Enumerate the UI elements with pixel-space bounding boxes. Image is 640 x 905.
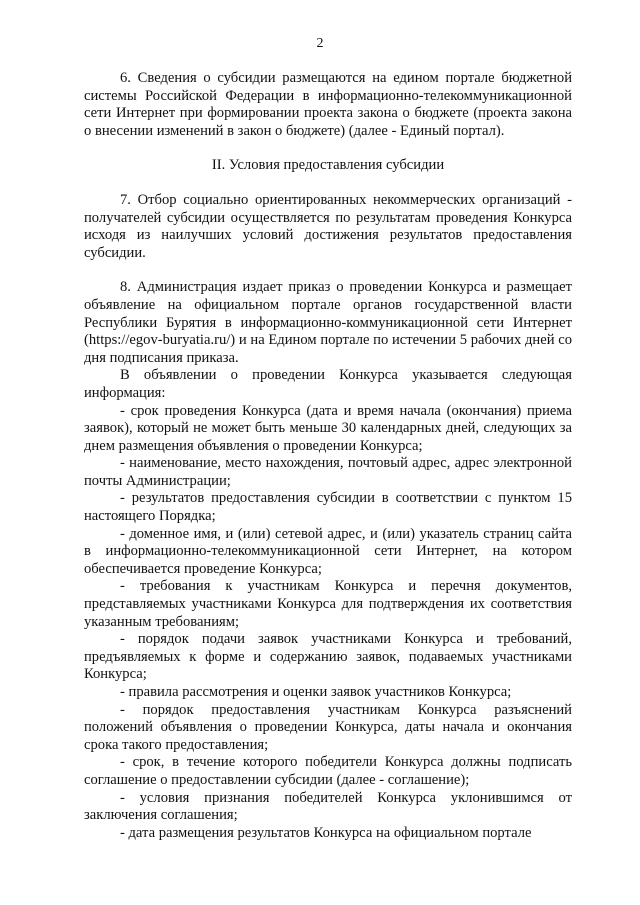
page-number: 2 <box>316 36 324 51</box>
list-item: - условия признания победителей Конкурса уклонившимся от заключения соглашения; <box>84 789 572 824</box>
paragraph-6: 6. Сведения о субсидии размещаются на едином портале бюджетной системы Российской Федерации в информационно-телекоммуникационной сети Интернет при формировании проекта закона о бюджете (проекта закона о внесении изменений в закон о бюджете) (далее - Единый портал). <box>84 70 572 139</box>
list-item: - срок, в течение которого победители Конкурса должны подписать соглашение о предоставлении субсидии (далее - соглашение); <box>84 754 572 788</box>
list-item: - порядок подачи заявок участниками Конкурса и требований, предъявляемых к форме и содержанию заявок, подаваемых участниками Конкурса; <box>84 631 572 683</box>
list-item: - наименование, место нахождения, почтовый адрес, адрес электронной почты Администрации; <box>84 455 572 489</box>
announcement-intro: В объявлении о проведении Конкурса указывается следующая информация: <box>84 367 572 401</box>
section-heading: II. Условия предоставления субсидии <box>211 157 445 174</box>
list-item: - доменное имя, и (или) сетевой адрес, и (или) указатель страниц сайта в информационно-телекоммуникационной сети Интернет, на котором обеспечивается проведение Конкурса; <box>84 525 572 577</box>
paragraph-7: 7. Отбор социально ориентированных некоммерческих организаций - получателей субсидии осуществляется по результатам проведения Конкурса исходя из наилучших условий достижения результатов предоставления субсидии. <box>84 191 572 261</box>
list-item: - срок проведения Конкурса (дата и время начала (окончания) приема заявок), который не может быть меньше 30 календарных дней, следующих за днем размещения объявления о проведении Конкурса; <box>84 402 572 454</box>
list-item: - правила рассмотрения и оценки заявок участников Конкурса; <box>120 684 512 700</box>
document-body <box>84 70 572 842</box>
list-item: - порядок предоставления участникам Конкурса разъяснений положений объявления о проведении Конкурса, даты начала и окончания срока такого предоставления; <box>84 701 572 753</box>
list-item: - дата размещения результатов Конкурса на официальном портале <box>120 824 532 841</box>
paragraph-8: 8. Администрация издает приказ о проведении Конкурса и размещает объявление на официальном портале органов государственной власти Республики Бурятия в информационно-коммуникационной сети Интернет (https://egov-buryatia.ru/) и на Едином портале по истечении 5 рабочих дней со дня подписания приказа. <box>84 279 572 366</box>
list-item: - требования к участникам Конкурса и перечня документов, представляемых участниками Конкурса для подтверждения их соответствия указанным требованиям; <box>84 578 572 630</box>
list-item: - результатов предоставления субсидии в соответствии с пунктом 15 настоящего Порядка; <box>84 490 572 525</box>
